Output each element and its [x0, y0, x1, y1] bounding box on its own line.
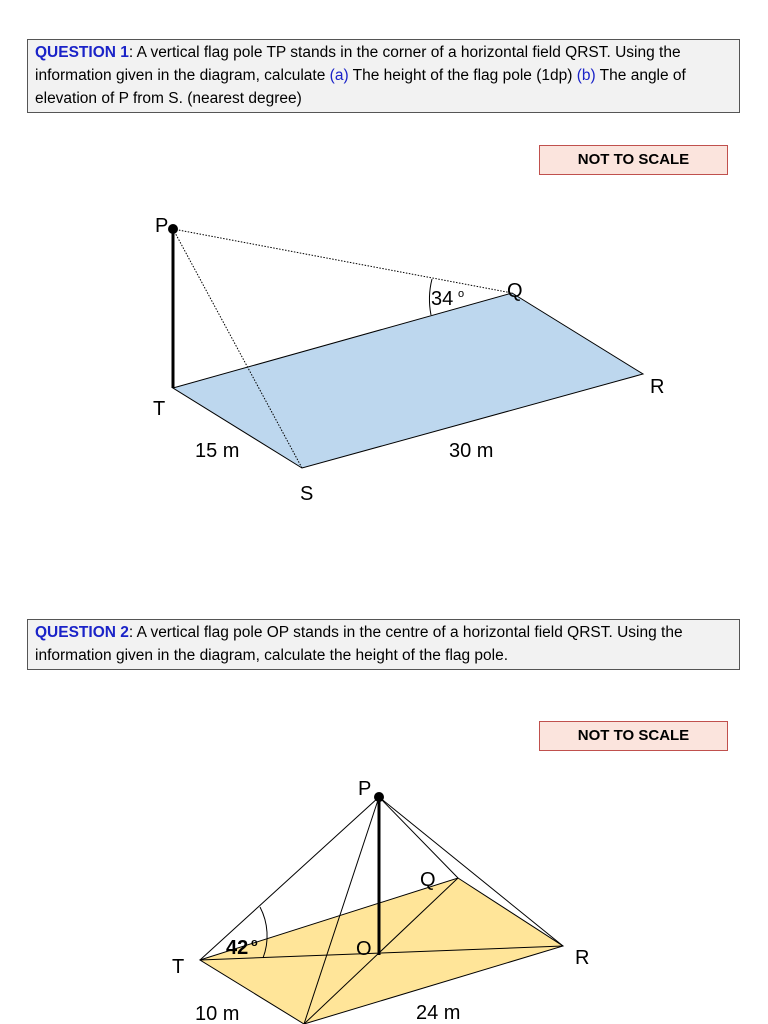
- degree-symbol-1: o: [458, 288, 465, 300]
- label-p-2: P: [358, 778, 372, 800]
- diagram-2: [172, 778, 589, 1024]
- not-to-scale-badge-2: NOT TO SCALE: [539, 721, 728, 751]
- line-pq: [173, 229, 512, 293]
- not-to-scale-badge-1: NOT TO SCALE: [539, 145, 728, 175]
- label-p: P: [155, 215, 169, 237]
- edge-pq: [379, 797, 458, 878]
- question-1-label: QUESTION 1: [35, 44, 129, 61]
- question-2-text: : A vertical flag pole OP stands in the centre of a horizontal field QRST. Using the information given in the diagram, calculate the height of the flag pole.: [35, 624, 683, 664]
- label-t: T: [153, 398, 166, 420]
- angle-value-34: 34: [431, 288, 454, 310]
- degree-symbol-2: o: [251, 937, 258, 949]
- length-sr-30m: 30 m: [449, 440, 494, 462]
- angle-value-42: 42: [226, 937, 249, 959]
- label-q-2: Q: [420, 869, 436, 891]
- question-2-label: QUESTION 2: [35, 624, 129, 641]
- length-sr-24m: 24 m: [416, 1002, 461, 1024]
- label-t-2: T: [172, 956, 185, 978]
- point-p-dot: [168, 224, 178, 234]
- point-p-dot-2: [374, 792, 384, 802]
- length-ts-10m: 10 m: [195, 1003, 240, 1024]
- label-r-2: R: [575, 947, 590, 969]
- length-ts-15m: 15 m: [195, 440, 240, 462]
- label-q: Q: [507, 280, 523, 302]
- field-qrst-1: [173, 293, 643, 468]
- question-1-part-a: (a): [329, 67, 349, 84]
- label-r: R: [650, 376, 665, 398]
- question-1-text-a: : A vertical flag pole TP stands in the corner of a horizontal field QRST. Using the information given in the diagram, calculate: [35, 44, 681, 84]
- label-s: S: [300, 483, 314, 505]
- label-o: O: [356, 938, 372, 960]
- diagram-1: [153, 215, 664, 505]
- question-1-text-c: The angle of elevation of P from S. (nearest degree): [35, 67, 686, 107]
- question-1-text-b: The height of the flag pole (1dp): [348, 67, 577, 84]
- question-1-part-b: (b): [576, 67, 596, 84]
